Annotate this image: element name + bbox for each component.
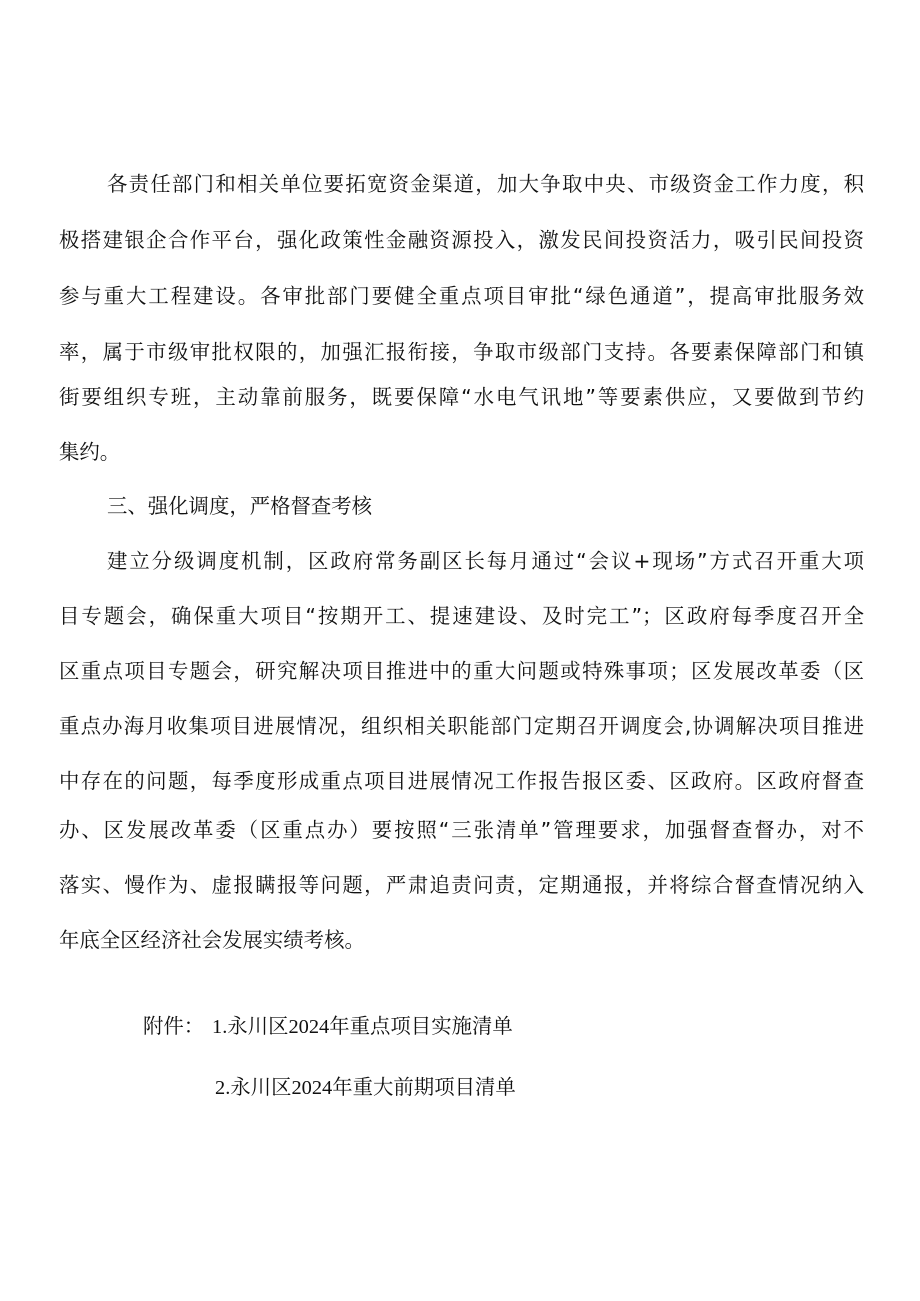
paragraph-2-line-6: 办、区发展改革委（区重点办）要按照“三张清单”管理要求，加强督查督办，对不 — [59, 818, 864, 842]
paragraph-2-line-3: 区重点项目专题会，研究解决项目推进中的重大问题或特殊事项；区发展改革委（区 — [59, 659, 864, 683]
paragraph-2-line-1: 建立分级调度机制，区政府常务副区长每月通过“会议+现场”方式召开重大项 — [107, 549, 864, 573]
attachment-label: 附件： — [143, 1016, 205, 1038]
paragraph-1-line-1: 各责任部门和相关单位要拓宽资金渠道，加大争取中央、市级资金工作力度，积 — [107, 172, 864, 196]
paragraph-1-line-3: 参与重大工程建设。各审批部门要健全重点项目审批“绿色通道”，提高审批服务效 — [59, 284, 864, 308]
section-3-heading: 三、强化调度，严格督查考核 — [107, 494, 373, 518]
paragraph-1-line-5: 街要组织专班，主动靠前服务，既要保障“水电气讯地”等要素供应，又要做到节约 — [59, 385, 864, 409]
paragraph-1-line-2: 极搭建银企合作平台，强化政策性金融资源投入，激发民间投资活力，吸引民间投资 — [59, 228, 864, 252]
paragraph-1-line-4: 率，属于市级审批权限的，加强汇报衔接，争取市级部门支持。各要素保障部门和镇 — [59, 340, 864, 364]
attachment-item-2: 2.永川区2024年重大前期项目清单 — [215, 1077, 516, 1099]
paragraph-2-line-8: 年底全区经济社会发展实绩考核。 — [59, 928, 365, 952]
paragraph-2-line-2: 目专题会，确保重大项目“按期开工、提速建设、及时完工”；区政府每季度召开全 — [59, 604, 864, 628]
paragraph-2-line-5: 中存在的问题，每季度形成重点项目进展情况工作报告报区委、区政府。区政府督查 — [59, 769, 864, 793]
attachment-item-1: 1.永川区2024年重点项目实施清单 — [212, 1016, 513, 1038]
paragraph-1-line-6: 集约。 — [59, 440, 121, 464]
paragraph-2-line-4: 重点办海月收集项目进展情况，组织相关职能部门定期召开调度会,协调解决项目推进 — [59, 714, 864, 738]
paragraph-2-line-7: 落实、慢作为、虚报瞒报等问题，严肃追责问责，定期通报，并将综合督查情况纳入 — [59, 873, 864, 897]
